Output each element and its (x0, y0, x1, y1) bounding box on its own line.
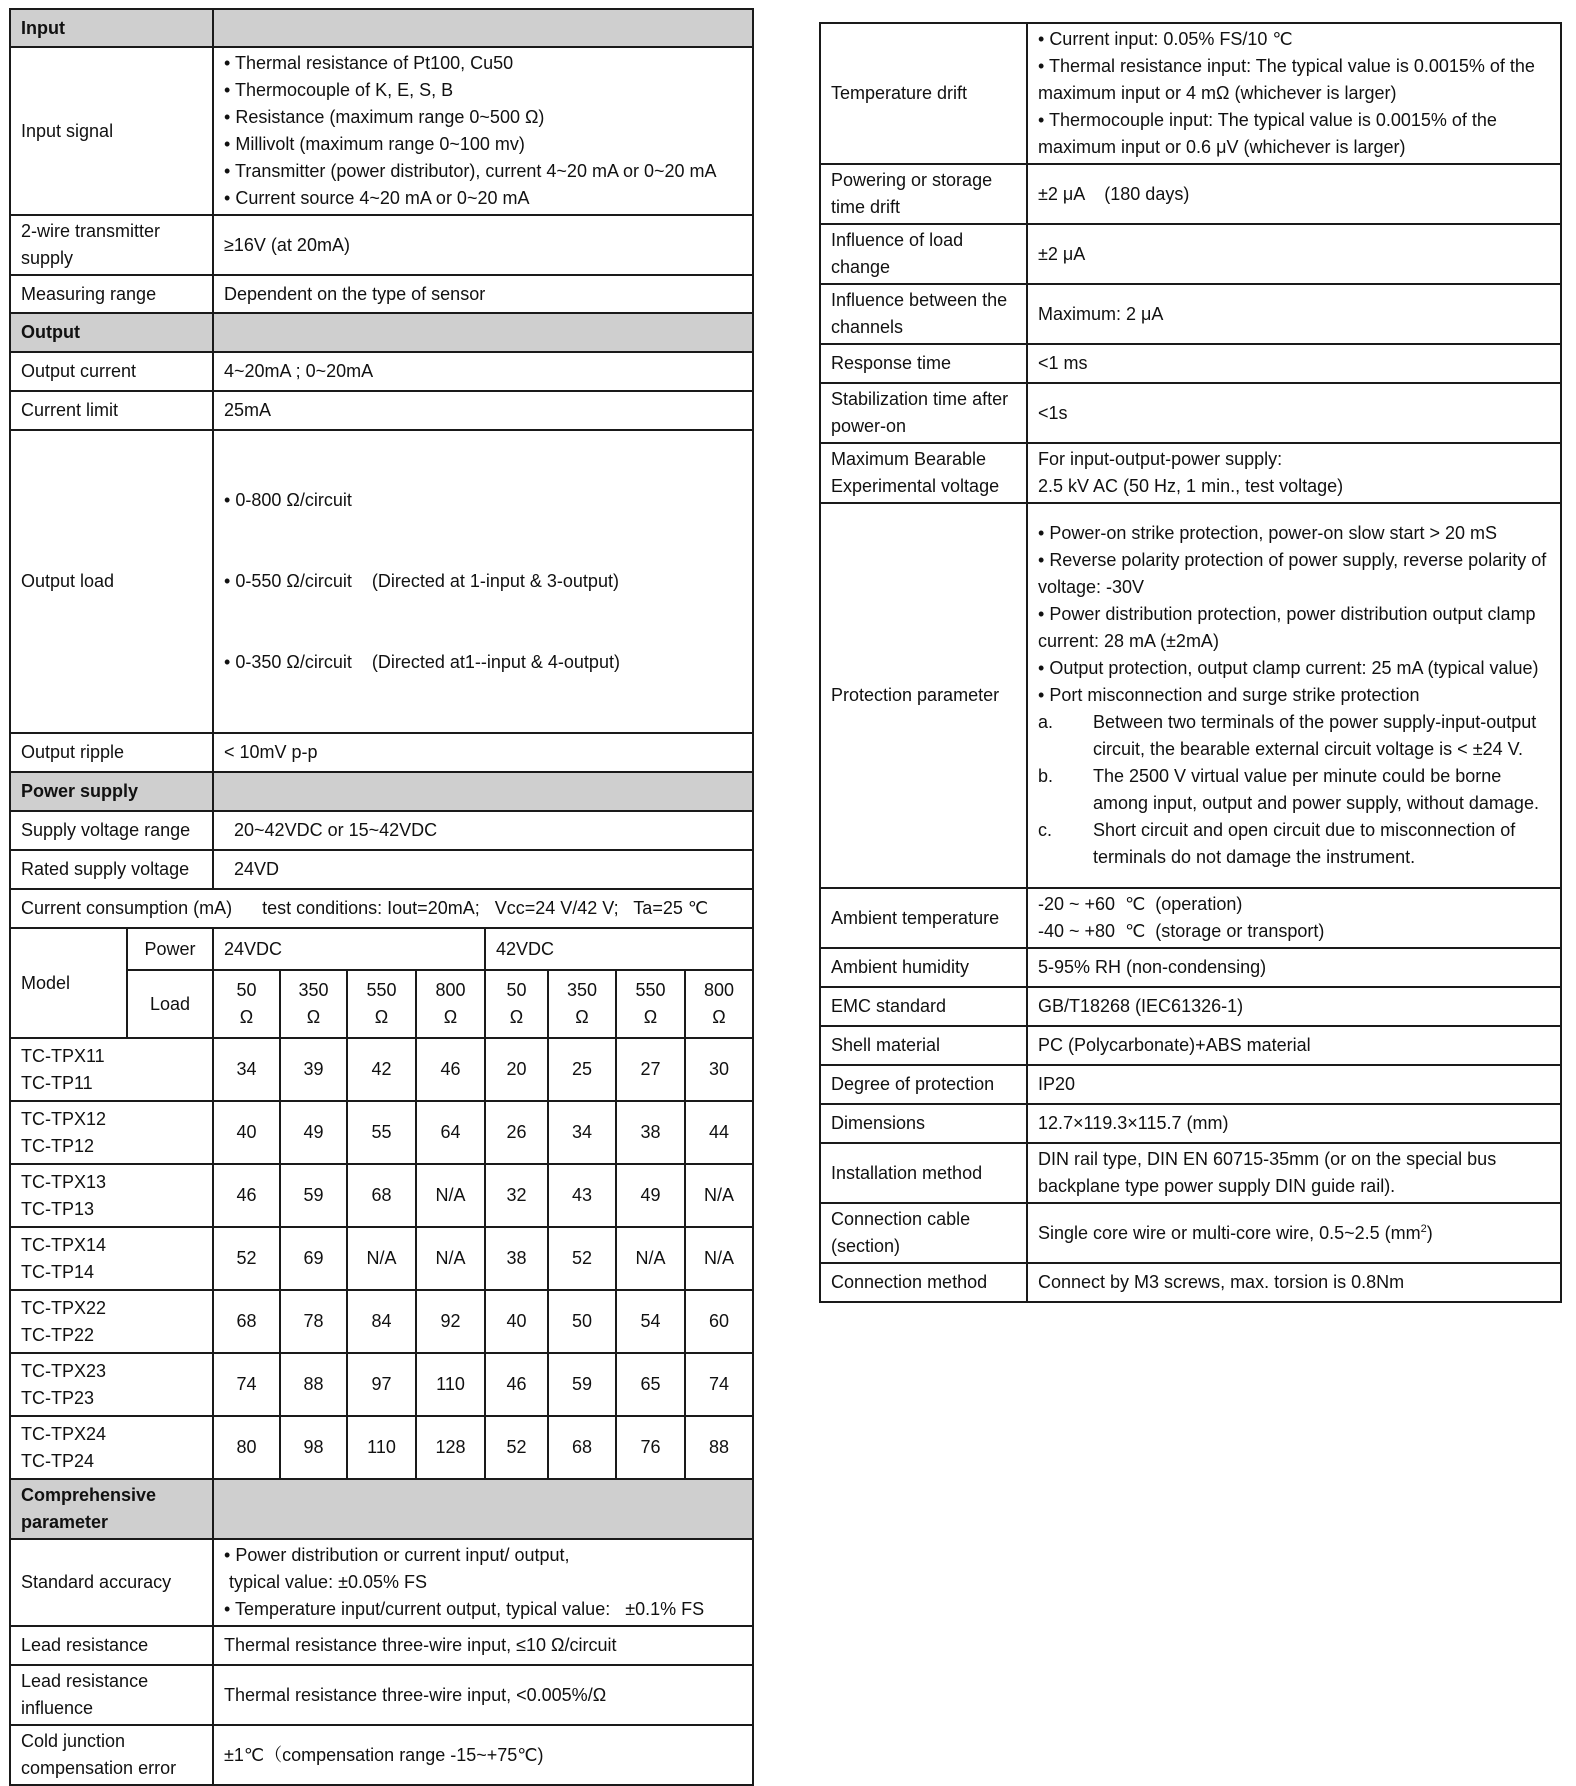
input-signal-row (10, 47, 753, 215)
output-load-item: • 0-800 Ω/circuit (224, 487, 742, 514)
output-load-row: Output load • 0-800 Ω/circuit • 0-550 Ω/circuit (Directed at 1-input & 3-output) • 0-350 Ω/circuit (Directed at1--input & 4-output) (10, 430, 753, 733)
table-row: TC-TPX23 TC-TP23 74 88 97 110 46 59 65 74 (10, 1353, 753, 1416)
cable-row: Connection cable (section) Single core wire or multi-core wire, 0.5~2.5 $(mm^2)$ (820, 1203, 1561, 1263)
input-signal-label: Input signal (10, 47, 213, 215)
table-row: TC-TPX24 TC-TP24 80 98 110 128 52 68 76 88 (10, 1416, 753, 1479)
cold-junction-row: Cold junction compensation error ±1℃（compensation range -15~+75℃) (10, 1725, 753, 1785)
stabilization-row: Stabilization time after power-on <1s (820, 383, 1561, 443)
input-signal-item: • Thermocouple of K, E, S, B (224, 77, 742, 104)
input-signal-list (213, 47, 753, 215)
measuring-range-row: Measuring range Dependent on the type of sensor (10, 275, 753, 313)
table-row: TC-TPX13 TC-TP13 46 59 68 N/A 32 43 49 N/A (10, 1164, 753, 1227)
input-section-header: Input (10, 9, 753, 47)
accuracy-item: • Power distribution or current input/ output, (224, 1542, 742, 1569)
emc-row: EMC standard GB/T18268 (IEC61326-1) (820, 987, 1561, 1026)
channels-row: Influence between the channels Maximum: 2 μA (820, 284, 1561, 344)
table-row: TC-TPX14 TC-TP14 52 69 N/A N/A 38 52 N/A N/A (10, 1227, 753, 1290)
accuracy-item: typical value: ±0.05% FS (224, 1572, 427, 1592)
power-section-header: Power supply (10, 772, 753, 811)
output-section-header: Output (10, 313, 753, 352)
protection-subitem: a. Between two terminals of the power supply-input-output circuit, the bearable external circuit voltage is < ±24 V. (1038, 712, 1537, 759)
current-consumption-row: Current consumption (mA) test conditions: Iout=20mA; Vcc=24 V/42 V; Ta=25 ℃ (10, 889, 753, 928)
degree-row: Degree of protection IP20 (820, 1065, 1561, 1104)
current-limit-row: Current limit 25mA (10, 391, 753, 430)
input-signal-item: • Millivolt (maximum range 0~100 mv) (224, 131, 742, 158)
protection-row: Protection parameter • Power-on strike protection, power-on slow start > 20 mS • Reverse polarity protection of power supply, reverse polarity of voltage: -30V • Power distribution protection, power distribution output clamp current: 28 mA (±2mA) • Output protection, output clamp current: 25 mA (typical value) • Port misconnection and surge strike protection a. Between two terminals of the power supply-input-output circuit, the bearable external circuit voltage is < ±24 V. b. The 2500 V virtual value per minute could be borne among input, output and power supply, without damage. c. Short circuit and open circuit due to misconnection of terminals do not damage the instrument. (820, 503, 1561, 888)
response-time-row: Response time <1 ms (820, 344, 1561, 383)
load-change-row: Influence of load change ±2 μA (820, 224, 1561, 284)
table-row: TC-TPX22 TC-TP22 68 78 84 92 40 50 54 60 (10, 1290, 753, 1353)
load-header: Load 50 Ω 350 Ω 550 Ω 800 Ω 50 Ω 350 Ω 550 Ω 800 Ω (10, 970, 753, 1038)
temperature-drift-row: Temperature drift • Current input: 0.05% FS/10 ℃ • Thermal resistance input: The typical value is 0.0015% of the maximum input or 4 mΩ (whichever is larger) • Thermocouple input: The typical value is 0.0015% of the maximum input or 0.6 μV (whichever is larger) (820, 23, 1561, 164)
input-signal-item: • Current source 4~20 mA or 0~20 mA (224, 185, 742, 212)
table-row: TC-TPX11 TC-TP11 34 39 42 46 20 25 27 30 (10, 1038, 753, 1101)
installation-row: Installation method DIN rail type, DIN EN 60715-35mm (or on the special bus backplane type power supply DIN guide rail). (820, 1143, 1561, 1203)
humidity-row: Ambient humidity 5-95% RH (non-condensing) (820, 948, 1561, 987)
shell-row: Shell material PC (Polycarbonate)+ABS material (820, 1026, 1561, 1065)
test-voltage-row: Maximum Bearable Experimental voltage For input-output-power supply: 2.5 kV AC (50 Hz, 1 min., test voltage) (820, 443, 1561, 503)
storage-drift-row: Powering or storage time drift ±2 μA (180 days) (820, 164, 1561, 224)
output-ripple-row: Output ripple < 10mV p-p (10, 733, 753, 772)
input-signal-item: • Thermal resistance of Pt100, Cu50 (224, 50, 742, 77)
input-signal-item: • Transmitter (power distributor), current 4~20 mA or 0~20 mA (224, 158, 742, 185)
standard-accuracy-row: Standard accuracy • Power distribution or current input/ output, typical value: ±0.05% FS • Temperature input/current output, typical value: ±0.1% FS (10, 1539, 753, 1626)
output-load-item: • 0-350 Ω/circuit (Directed at1--input & 4-output) (224, 649, 742, 676)
output-load-item: • 0-550 Ω/circuit (Directed at 1-input & 3-output) (224, 568, 742, 595)
supply-range-row: Supply voltage range 20~42VDC or 15~42VDC (10, 811, 753, 850)
model-power-header: Model Power 24VDC 42VDC (10, 928, 753, 970)
lead-influence-row: Lead resistance influence Thermal resistance three-wire input, <0.005%/Ω (10, 1665, 753, 1725)
input-signal-item: • Resistance (maximum range 0~500 Ω) (224, 104, 742, 131)
twowire-row: 2-wire transmitter supply ≥16V (at 20mA) (10, 215, 753, 275)
protection-subitem: c. Short circuit and open circuit due to misconnection of terminals do not damage the instrument. (1038, 820, 1516, 867)
lead-resistance-row: Lead resistance Thermal resistance three-wire input, ≤10 Ω/circuit (10, 1626, 753, 1665)
protection-subitem: b. The 2500 V virtual value per minute could be borne among input, output and power supply, without damage. (1038, 766, 1539, 813)
rated-voltage-row: Rated supply voltage 24VD (10, 850, 753, 889)
ambient-temperature-row: Ambient temperature -20 ~ +60 ℃ (operation) -40 ~ +80 ℃ (storage or transport) (820, 888, 1561, 948)
right-spec-table (819, 22, 1562, 1303)
accuracy-item: • Temperature input/current output, typical value: ±0.1% FS (224, 1596, 742, 1623)
connection-method-row: Connection method Connect by M3 screws, max. torsion is 0.8Nm (820, 1263, 1561, 1302)
output-current-row: Output current 4~20mA ; 0~20mA (10, 352, 753, 391)
comprehensive-section-header: Comprehensive parameter (10, 1479, 753, 1539)
table-row: TC-TPX12 TC-TP12 40 49 55 64 26 34 38 44 (10, 1101, 753, 1164)
left-spec-table (9, 8, 754, 1786)
dimensions-row: Dimensions 12.7×119.3×115.7 (mm) (820, 1104, 1561, 1143)
